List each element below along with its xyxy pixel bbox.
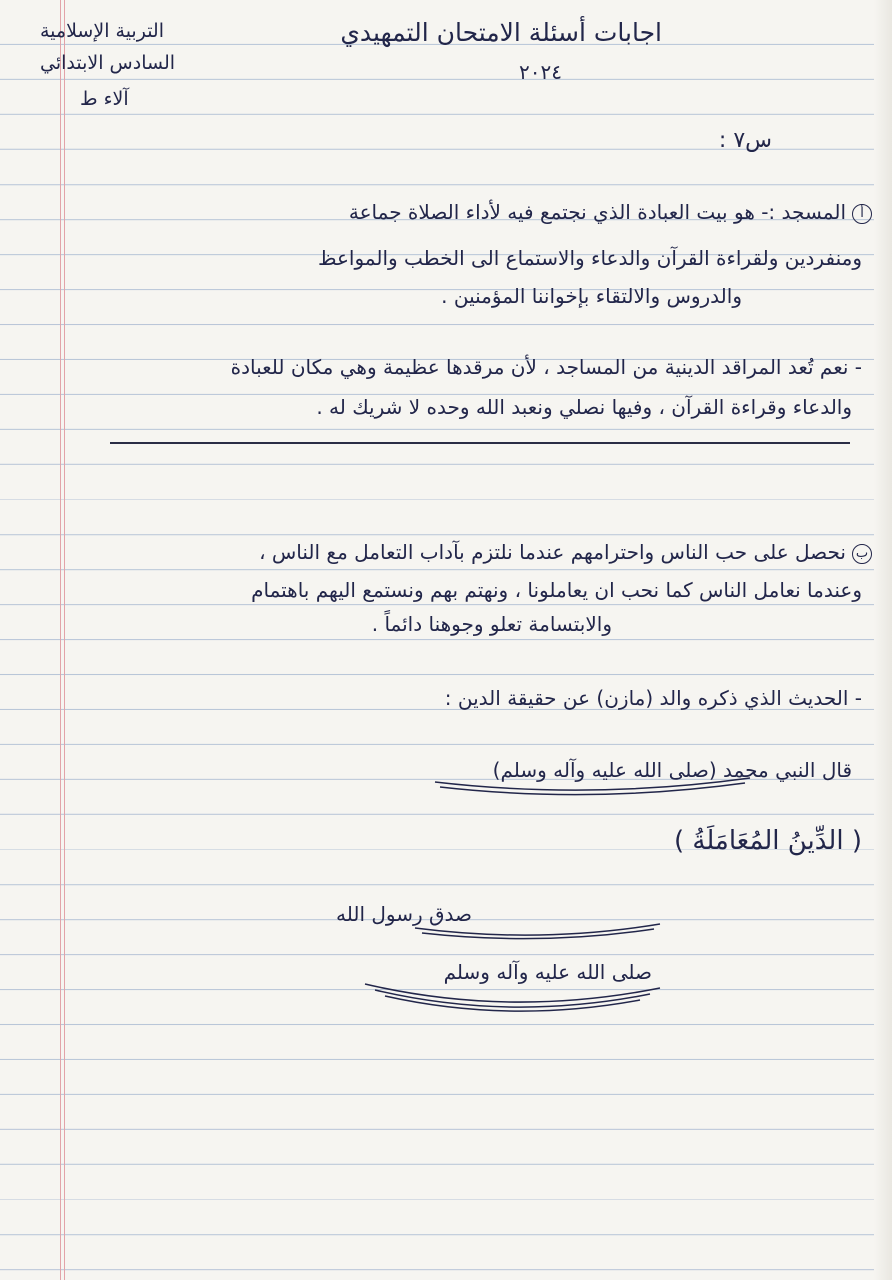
margin-line-left-inner [64,0,65,1280]
prophet-line: قال النبي محمد (صلى الله عليه وآله وسلم) [492,758,852,782]
part-b-line-3: والابتسامة تعلو وجوهنا دائماً . [371,612,612,636]
exam-year: ٢٠٢٤ [519,60,562,84]
underline-flourish [430,770,760,800]
part-b-line-1 [259,540,872,564]
hadith-text: ( الدِّينُ المُعَامَلَةُ ) [673,826,862,856]
part-a-answer-2: والدعاء وقراءة القرآن ، وفيها نصلي ونعبد الله وحده لا شريك له . [316,395,852,419]
part-b-marker: ب [852,544,872,564]
student-note: آلاء ط [80,88,129,110]
part-b-line-2: وعندما نعامل الناس كما نحب ان يعاملونا ، ونهتم بهم ونستمع اليهم باهتمام [251,578,862,602]
question-label: س٧ : [718,128,772,153]
part-b-text-1: نحصل على حب الناس واحترامهم عندما نلتزم بآداب التعامل مع الناس ، [259,540,846,564]
part-a-marker: أ [852,204,872,224]
page-title: اجابات أسئلة الامتحان التمهيدي [340,18,662,47]
grade-level: السادس الابتدائي [40,52,176,74]
part-a-line-1 [349,200,872,224]
part-a-answer-1: - نعم تُعد المراقد الدينية من المساجد ، لأن مرقدها عظيمة وهي مكان للعبادة [230,355,862,379]
closing-flourish-2 [360,978,670,1018]
part-a-text-1: المسجد :- هو بيت العبادة الذي نجتمع فيه لأداء الصلاة جماعة [348,200,846,224]
closing-flourish-1 [410,918,670,944]
part-a-line-2: ومنفردين ولقراءة القرآن والدعاء والاستماع الى الخطب والمواعظ [318,246,862,270]
part-a-line-3: والدروس والالتقاء بإخواننا المؤمنين . [441,284,742,308]
margin-line-left [60,0,61,1280]
closing-line-2: صلى الله عليه وآله وسلم [443,960,652,984]
page-edge [874,0,892,1280]
subject-name: التربية الإسلامية [40,20,165,42]
hadith-intro: - الحديث الذي ذكره والد (مازن) عن حقيقة الدين : [444,686,862,710]
closing-line-1: صدق رسول الله [336,902,472,926]
section-divider [110,442,850,444]
